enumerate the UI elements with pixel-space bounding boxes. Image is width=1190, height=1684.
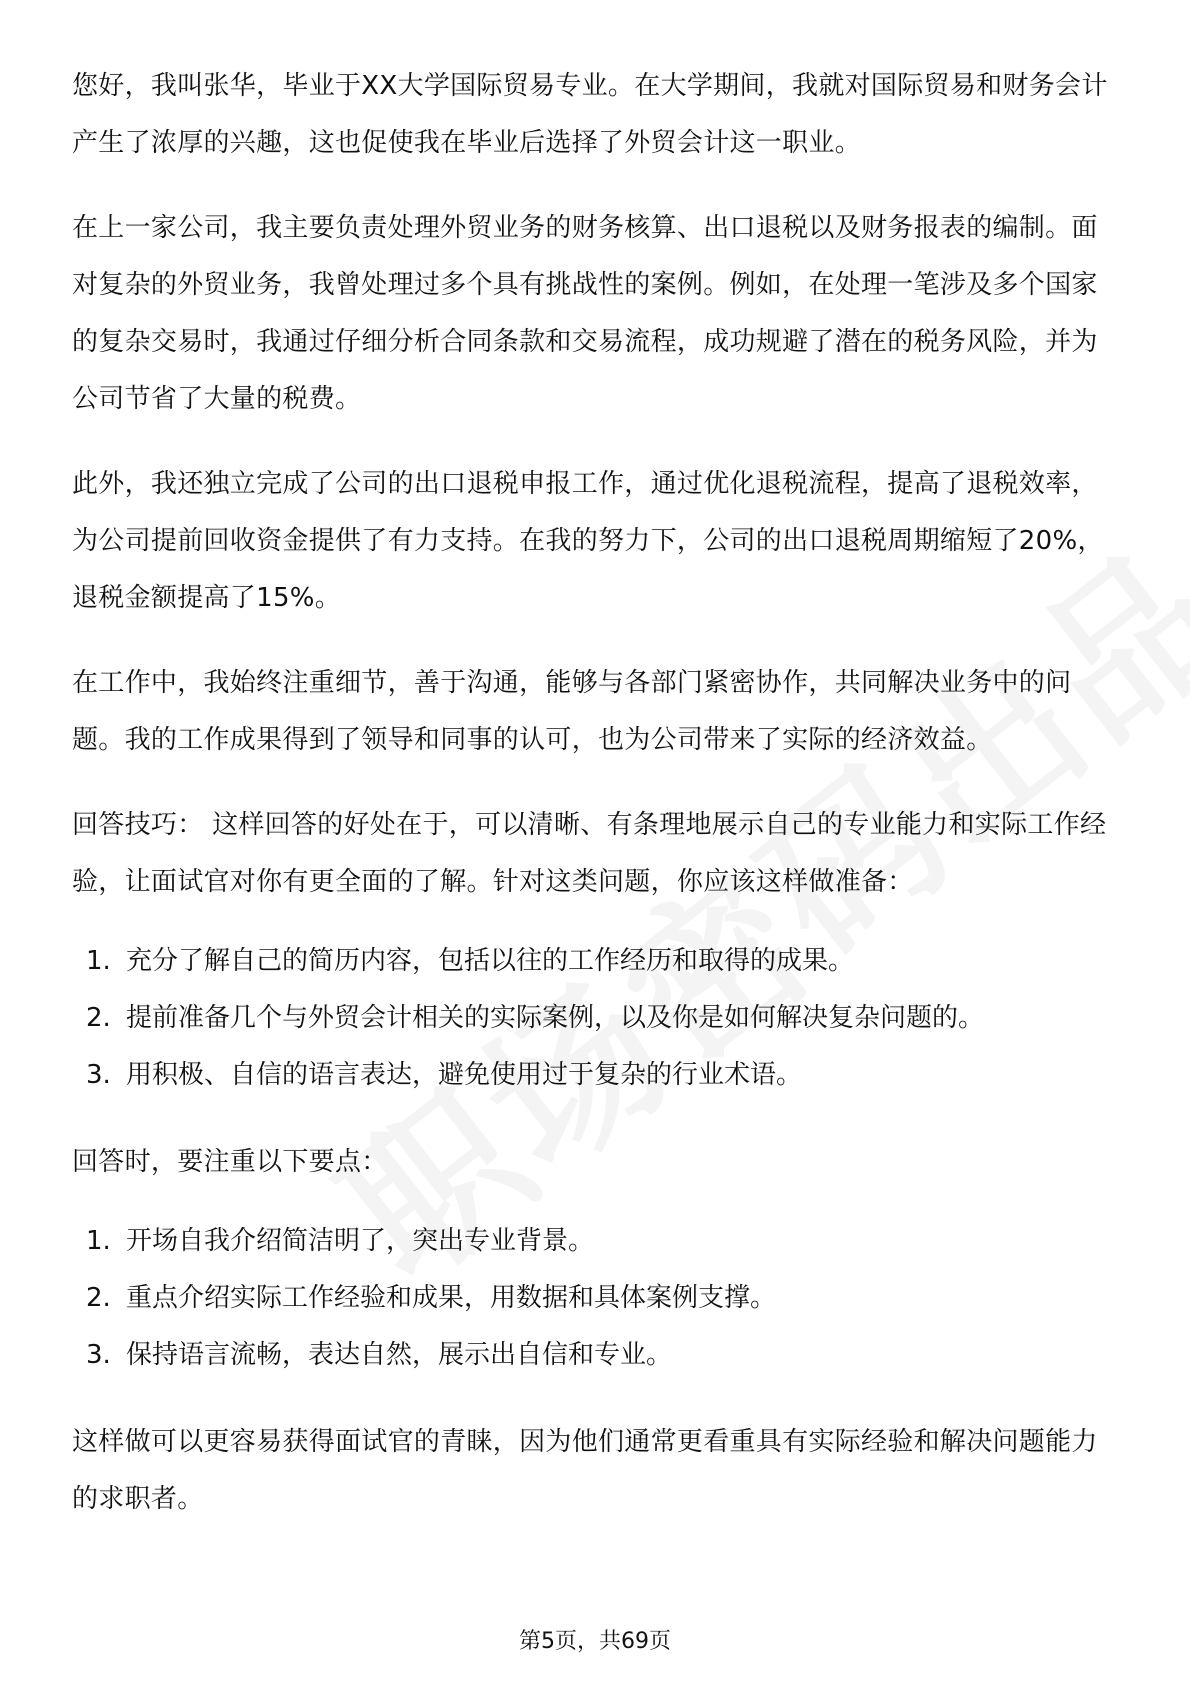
paragraph-experience: 在上一家公司，我主要负责处理外贸业务的财务核算、出口退税以及财务报表的编制。面对复杂的外贸业务，我曾处理过多个具有挑战性的案例。例如，在处理一笔涉及多个国家的复杂交易时，我通过仔细分析合同条款和交易流程，成功规避了潜在的税务风险，并为公司节省了大量的税费。 (72, 213, 1098, 414)
paragraph-work-style: 在工作中，我始终注重细节，善于沟通，能够与各部门紧密协作，共同解决业务中的问题。我的工作成果得到了领导和同事的认可，也为公司带来了实际的经济效益。 (72, 668, 1072, 755)
list-number: 2. (86, 1283, 111, 1313)
list-item (72, 1213, 1122, 1270)
page-number: 第5页，共69页 (519, 1629, 671, 1654)
list-item (72, 1327, 1122, 1384)
list-text: 充分了解自己的简历内容，包括以往的工作经历和取得的成果。 (126, 946, 855, 976)
list-text: 用积极、自信的语言表达，避免使用过于复杂的行业术语。 (126, 1060, 803, 1090)
list-number: 2. (86, 1003, 111, 1033)
list-item (72, 933, 1122, 990)
list-item (72, 1047, 1122, 1104)
list-number: 1. (86, 946, 111, 976)
list-item (72, 990, 1122, 1047)
preparation-list (72, 933, 1122, 1104)
paragraph-intro: 您好，我叫张华，毕业于XX大学国际贸易专业。在大学期间，我就对国际贸易和财务会计产生了浓厚的兴趣，这也促使我在毕业后选择了外贸会计这一职业。 (72, 71, 1108, 158)
list-number: 3. (86, 1340, 111, 1370)
list-text: 提前准备几个与外贸会计相关的实际案例，以及你是如何解决复杂问题的。 (126, 1003, 985, 1033)
list-text: 开场自我介绍简洁明了，突出专业背景。 (126, 1226, 595, 1256)
list-item (72, 1270, 1122, 1327)
document-body (72, 58, 1122, 1556)
paragraph-tax-refund: 此外，我还独立完成了公司的出口退税申报工作，通过优化退税流程，提高了退税效率，为公司提前回收资金提供了有力支持。在我的努力下，公司的出口退税周期缩短了20%，退税金额提高了15%。 (72, 469, 1104, 613)
list-number: 3. (86, 1060, 111, 1090)
list-text: 保持语言流畅，表达自然，展示出自信和专业。 (126, 1340, 673, 1370)
paragraph-key-points: 回答时，要注重以下要点： (72, 1147, 388, 1177)
paragraph-answer-tips: 回答技巧： 这样回答的好处在于，可以清晰、有条理地展示自己的专业能力和实际工作经验，让面试官对你有更全面的了解。针对这类问题，你应该这样做准备： (72, 810, 1107, 897)
list-text: 重点介绍实际工作经验和成果，用数据和具体案例支撑。 (126, 1283, 777, 1313)
paragraph-conclusion: 这样做可以更容易获得面试官的青睐，因为他们通常更看重具有实际经验和解决问题能力的求职者。 (72, 1427, 1098, 1514)
list-number: 1. (86, 1226, 111, 1256)
key-points-list (72, 1213, 1122, 1384)
